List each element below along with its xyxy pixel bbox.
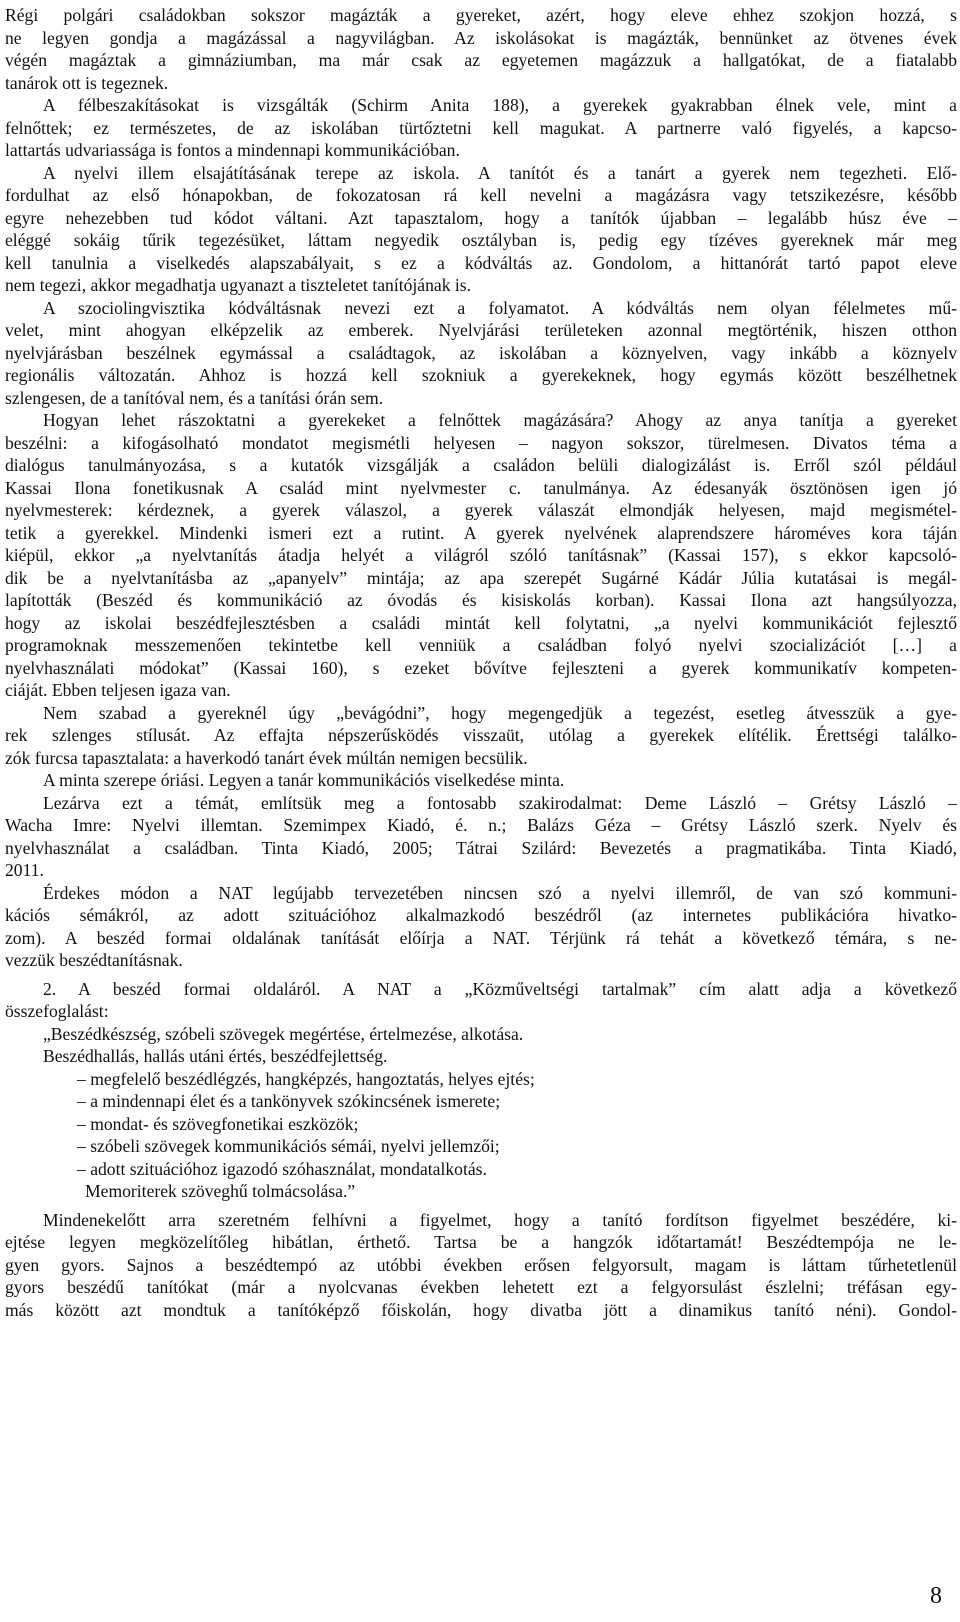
text-line: regionális változatán. Ahhoz is hozzá kell szokniuk a gyerekeknek, hogy egymás között beszélhetnek bbox=[5, 365, 957, 385]
text-line: zók furcsa tapasztalata: a haverkodó tanárt évek múltán nemigen becsülik. bbox=[5, 747, 528, 768]
text-line: Régi polgári családokban sokszor magázták a gyereket, azért, hogy eleve ehhez szokjon hozzá, s bbox=[5, 5, 957, 25]
text-line: – szóbeli szövegek kommunikációs sémái, nyelvi jellemzői; bbox=[77, 1136, 500, 1156]
text-line: A minta szerepe óriási. Legyen a tanár kommunikációs viselkedése minta. bbox=[43, 770, 565, 790]
text-line: lapították (Beszéd és kommunikáció az óvodás és kisiskolás korban). Kassai Ilona azt hangsúlyozza, bbox=[5, 590, 957, 610]
page-number: 8 bbox=[930, 1583, 942, 1609]
text-line: – megfelelő beszédlégzés, hangképzés, hangoztatás, helyes ejtés; bbox=[77, 1068, 535, 1089]
text-line: dialógus tanulmányozása, s a kutatók vizsgálják a családon belüli dialogizálást is. Erről szól például bbox=[5, 455, 957, 475]
text-line: beszélni: a kifogásolható mondatot megismétli helyesen – nagyon sokszor, türelmesen. Divatos téma a bbox=[5, 432, 957, 453]
text-line: ne legyen gondja a magázással a nagyvilágban. Az iskolásokat is magázták, bennünket az ötvenes évek bbox=[5, 27, 957, 48]
text-line: dik be a nyelvtanításba az „apanyelv” mintája; az apa szerepét Sugárné Kádár Júlia kutatásai is megál- bbox=[5, 567, 957, 588]
text-line: Lezárva ezt a témát, említsük meg a fontosabb szakirodalmat: Deme László – Grétsy László – bbox=[43, 792, 957, 813]
text-line: felnőttek; ez természetes, de az iskolában türtőztetni kell magukat. A partnerre való figyelés, a kapcso- bbox=[5, 117, 957, 138]
text-line: egyre nehezebben tud kódot váltani. Azt tapasztalom, hogy a tanítók újabban – legalább húsz éve – bbox=[5, 207, 957, 228]
text-line: ejtése legyen megközelítőleg hibátlan, érthető. Tartsa be a hangzók időtartamát! Beszédtempója ne le- bbox=[5, 1232, 957, 1252]
text-line: A félbeszakításokat is vizsgálták (Schirm Anita 188), a gyerekek gyakrabban élnek vele, mint a bbox=[43, 95, 957, 115]
text-line: zom). A beszéd formai oldalának tanítását előírja a NAT. Térjünk rá tehát a következő témára, s ne- bbox=[5, 927, 957, 948]
text-line: rek szlenges stílusát. Az effajta népszerűsködés visszaüt, utólag a gyerekek elítélik. Érettségi találko- bbox=[5, 725, 957, 745]
text-line: kell tanulnia a viselkedés alapszabályait, s ez a kódváltás az. Gondolom, a hittanórát tartó papot eleve bbox=[5, 252, 957, 273]
text-line: 2. A beszéd formai oldaláról. A NAT a „Közműveltségi tartalmak” cím alatt adja a következő bbox=[43, 978, 957, 999]
text-line: hogy az iskolai beszédfejlesztésben a családi mintát kell folytatni, „a nyelvi kommunikációt fejlesztő bbox=[5, 612, 957, 633]
text-line: Beszédhallás, hallás utáni értés, beszédfejlettség. bbox=[43, 1046, 388, 1066]
text-line: nyelvmesterek: kérdeznek, a gyerek válaszol, a gyerek válaszát elmondják helyesen, majd megismétel- bbox=[5, 500, 957, 520]
text-line: Érdekes módon a NAT legújabb tervezetében nincsen szó a nyelvi illemről, de van szó kommuni- bbox=[43, 882, 957, 903]
text-line: nyelvjárásban beszélnek egymással a családtagok, az iskolában a köznyelven, vagy inkább a köznyelv bbox=[5, 342, 957, 363]
text-line: kiépül, ekkor „a nyelvtanítás átadja helyét a világról szóló tanításnak” (Kassai 157), s ekkor kapcsoló- bbox=[5, 545, 957, 565]
text-line: programoknak messzemenően tekintetbe kell venniük a családban folyó nyelvi szocializációt […] a bbox=[5, 635, 957, 655]
text-line: Kassai Ilona fonetikusnak A család mint nyelvmester c. tanulmánya. Az édesanyák ösztönösen igen jó bbox=[5, 477, 957, 498]
text-line: más között azt mondtuk a tanítóképző főiskolán, hogy divatba jött a dinamikus tanító néni). Gondol- bbox=[5, 1299, 957, 1320]
text-line: fordulhat az első hónapokban, de fokozatosan rá kell nevelni a magázásra vagy tetszikezésre, később bbox=[5, 185, 957, 205]
text-line: Mindenekelőtt arra szeretném felhívni a figyelmet, hogy a tanító fordítson figyelmet beszédére, ki- bbox=[43, 1209, 957, 1230]
text-line: gyen gyors. Sajnos a beszédtempó az utóbbi években erősen felgyorsult, magam is láttam tűrhetetlenül bbox=[5, 1254, 957, 1275]
text-line: nyelvhasználati módokat” (Kassai 160), s ezeket bővítve fejleszteni a gyerek kommunikatív kompeten- bbox=[5, 657, 957, 678]
text-line: végén magáztak a gimnáziumban, ma már csak az egyetemen magázzuk a hallgatókat, de a fiatalabb bbox=[5, 50, 957, 70]
text-line: 2011. bbox=[5, 860, 44, 880]
text-line: nem tegezi, akkor megadhatja ugyanazt a tiszteletet tanítójának is. bbox=[5, 275, 472, 295]
text-line: Nem szabad a gyereknél úgy „bevágódni”, hogy megengedjük a tegezést, esetleg átvesszük a gye- bbox=[43, 702, 957, 723]
text-line: nyelvhasználat a családban. Tinta Kiadó, 2005; Tátrai Szilárd: Bevezetés a pragmatikába. Tinta Kiadó, bbox=[5, 837, 957, 858]
text-line: „Beszédkészség, szóbeli szövegek megértése, értelmezése, alkotása. bbox=[43, 1023, 524, 1044]
text-line: – mondat- és szövegfonetikai eszközök; bbox=[77, 1113, 359, 1134]
text-line: Memoriterek szöveghű tolmácsolása.” bbox=[85, 1181, 356, 1201]
text-line: ciáját. Ebben teljesen igaza van. bbox=[5, 680, 231, 700]
text-line: A szociolingvisztika kódváltásnak nevezi ezt a folyamatot. A kódváltás nem olyan félelmetes mű- bbox=[43, 297, 957, 318]
text-line: vezzük beszédtanításnak. bbox=[5, 950, 183, 970]
text-line: Hogyan lehet rászoktatni a gyerekeket a felnőttek magázására? Ahogy az anya tanítja a gyereket bbox=[43, 410, 957, 430]
text-line: gyors beszédű tanítókat (már a nyolcvanas években lehetett ezt a felgyorsulást észlelni; tréfásan egy- bbox=[5, 1277, 957, 1297]
text-line: – adott szituációhoz igazodó szóhasználat, mondatalkotás. bbox=[77, 1158, 487, 1179]
document-body bbox=[5, 4, 957, 1321]
text-line: tetik a gyerekkel. Mindenki ismeri ezt a rutint. A gyerek nyelvének alaprendszere hároméves kora táján bbox=[5, 522, 957, 543]
text-line: kációs sémákról, az adott szituációhoz alkalmazkodó beszédről (az internetes publikációra hivatko- bbox=[5, 905, 957, 925]
text-line: tanárok ott is tegeznek. bbox=[5, 72, 169, 93]
text-line: – a mindennapi élet és a tankönyvek szókincsének ismerete; bbox=[77, 1091, 501, 1111]
text-line: lattartás udvariassága is fontos a mindennapi kommunikációban. bbox=[5, 140, 460, 160]
text-line: A nyelvi illem elsajátításának terepe az iskola. A tanítót és a tanárt a gyerek nem tegezheti. Elő- bbox=[43, 162, 957, 183]
text-line: velet, mint ahogyan elképzelik az emberek. Nyelvjárási területeken azonnal megtörténik, hiszen otthon bbox=[5, 320, 957, 340]
text-line: szlengesen, de a tanítóval nem, és a tanítási órán sem. bbox=[5, 387, 384, 408]
text-line: eléggé sokáig tűrik tegezésüket, láttam negyedik osztályban is, pedig egy tízéves gyereknek már meg bbox=[5, 230, 957, 250]
text-line: összefoglalást: bbox=[5, 1001, 109, 1021]
text-line: Wacha Imre: Nyelvi illemtan. Szemimpex Kiadó, é. n.; Balázs Géza – Grétsy László szerk. Nyelv és bbox=[5, 815, 957, 835]
